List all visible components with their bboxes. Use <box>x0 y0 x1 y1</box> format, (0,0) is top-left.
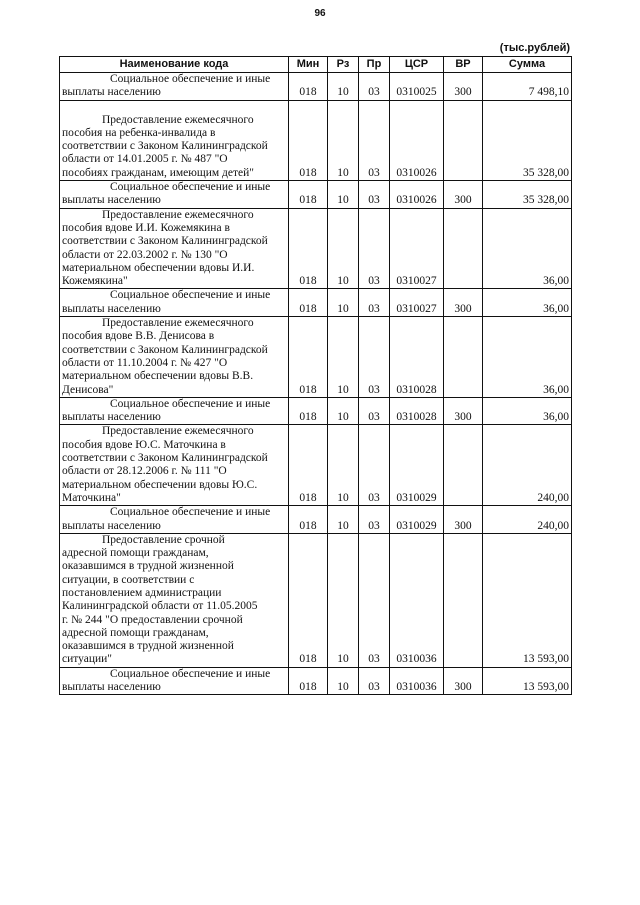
cell-sum: 36,00 <box>483 317 572 398</box>
row-name <box>60 397 289 425</box>
cell-sum: 240,00 <box>483 425 572 506</box>
cell-pr: 03 <box>359 100 390 180</box>
table-row <box>60 100 572 180</box>
row-name-line: Предоставление ежемесячного <box>102 208 254 221</box>
table-row <box>60 208 572 289</box>
header-sum: Сумма <box>483 57 572 73</box>
row-name-line: Социальное обеспечение и иные <box>110 289 271 302</box>
cell-vr: 300 <box>444 181 483 209</box>
cell-pr: 03 <box>359 181 390 209</box>
row-name <box>60 425 289 506</box>
row-name-line: пособия вдове Ю.С. Маточкина в <box>62 438 226 451</box>
cell-vr <box>444 317 483 398</box>
cell-min: 018 <box>289 181 328 209</box>
table-row <box>60 289 572 317</box>
cell-csr: 0310026 <box>390 100 444 180</box>
cell-pr: 03 <box>359 208 390 289</box>
cell-csr: 0310028 <box>390 397 444 425</box>
row-name-line <box>62 101 286 114</box>
row-name-line: соответствии с Законом Калининградской <box>62 452 268 465</box>
row-name <box>60 667 289 695</box>
cell-sum: 35 328,00 <box>483 100 572 180</box>
row-name-line: пособия на ребенка-инвалида в <box>62 126 216 139</box>
header-pr: Пр <box>359 57 390 73</box>
row-name-line: выплаты населению <box>62 86 161 99</box>
cell-sum: 35 328,00 <box>483 181 572 209</box>
cell-rz: 10 <box>328 181 359 209</box>
row-name-line: материальном обеспечении вдовы И.И. <box>62 261 255 274</box>
cell-pr: 03 <box>359 667 390 695</box>
cell-csr: 0310029 <box>390 506 444 534</box>
table-header-row <box>60 57 572 73</box>
table-body <box>60 73 572 695</box>
row-name <box>60 506 289 534</box>
cell-vr: 300 <box>444 506 483 534</box>
table-row <box>60 181 572 209</box>
row-name-line: Социальное обеспечение и иные <box>110 397 271 410</box>
row-name-line: выплаты населению <box>62 681 161 694</box>
cell-min: 018 <box>289 100 328 180</box>
cell-min: 018 <box>289 208 328 289</box>
cell-vr <box>444 100 483 180</box>
table-row <box>60 667 572 695</box>
row-name <box>60 73 289 101</box>
table-row <box>60 506 572 534</box>
cell-vr <box>444 425 483 506</box>
cell-pr: 03 <box>359 506 390 534</box>
cell-rz: 10 <box>328 289 359 317</box>
cell-vr <box>444 533 483 667</box>
cell-min: 018 <box>289 506 328 534</box>
row-name-line: материальном обеспечении вдовы В.В. <box>62 370 254 383</box>
row-name-line: Кожемякина" <box>62 275 128 288</box>
cell-sum: 13 593,00 <box>483 667 572 695</box>
header-min: Мин <box>289 57 328 73</box>
cell-sum: 240,00 <box>483 506 572 534</box>
cell-rz: 10 <box>328 425 359 506</box>
cell-pr: 03 <box>359 397 390 425</box>
row-name-line: Калининградской области от 11.05.2005 <box>62 600 258 613</box>
cell-csr: 0310027 <box>390 289 444 317</box>
row-name <box>60 289 289 317</box>
row-name-line: ситуации, в соответствии с <box>62 573 195 586</box>
cell-min: 018 <box>289 425 328 506</box>
cell-min: 018 <box>289 73 328 101</box>
row-name-line: Предоставление ежемесячного <box>102 113 254 126</box>
row-name-line: Предоставление ежемесячного <box>102 317 254 330</box>
cell-min: 018 <box>289 533 328 667</box>
row-name-line: области от 11.10.2004 г. № 427 "О <box>62 356 228 369</box>
row-name-line: выплаты населению <box>62 411 161 424</box>
header-rz: Рз <box>328 57 359 73</box>
table-row <box>60 425 572 506</box>
cell-min: 018 <box>289 289 328 317</box>
cell-sum: 13 593,00 <box>483 533 572 667</box>
header-csr: ЦСР <box>390 57 444 73</box>
cell-pr: 03 <box>359 289 390 317</box>
page-number: 96 <box>314 8 326 19</box>
row-name-line: г. № 244 "О предоставлении срочной <box>62 613 243 626</box>
header-name: Наименование кода <box>60 57 289 73</box>
cell-min: 018 <box>289 397 328 425</box>
cell-rz: 10 <box>328 208 359 289</box>
budget-table <box>59 56 572 695</box>
row-name-line: выплаты населению <box>62 302 161 315</box>
cell-csr: 0310036 <box>390 533 444 667</box>
row-name-line: Социальное обеспечение и иные <box>110 73 271 85</box>
cell-rz: 10 <box>328 533 359 667</box>
row-name <box>60 208 289 289</box>
row-name-line: области от 28.12.2006 г. № 111 "О <box>62 465 227 478</box>
row-name <box>60 317 289 398</box>
cell-sum: 36,00 <box>483 289 572 317</box>
row-name-line: соответствии с Законом Калининградской <box>62 343 268 356</box>
row-name-line: Социальное обеспечение и иные <box>110 506 271 519</box>
row-name-line: выплаты населению <box>62 519 161 532</box>
row-name-line: пособия вдове В.В. Денисова в <box>62 330 215 343</box>
cell-pr: 03 <box>359 73 390 101</box>
cell-rz: 10 <box>328 73 359 101</box>
cell-sum: 36,00 <box>483 397 572 425</box>
row-name-line: соответствии с Законом Калининградской <box>62 140 268 153</box>
row-name-line: пособиях гражданам, имеющим детей" <box>62 166 254 179</box>
cell-vr: 300 <box>444 289 483 317</box>
row-name-line: Социальное обеспечение и иные <box>110 181 271 194</box>
row-name-line: Предоставление ежемесячного <box>102 425 254 438</box>
cell-csr: 0310027 <box>390 208 444 289</box>
row-name-line: адресной помощи гражданам, <box>62 547 209 560</box>
cell-csr: 0310028 <box>390 317 444 398</box>
cell-csr: 0310029 <box>390 425 444 506</box>
row-name-line: Денисова" <box>62 383 114 396</box>
cell-pr: 03 <box>359 533 390 667</box>
table-row <box>60 73 572 101</box>
cell-vr: 300 <box>444 667 483 695</box>
cell-sum: 36,00 <box>483 208 572 289</box>
row-name-line: оказавшимся в трудной жизненной <box>62 560 234 573</box>
row-name-line: Социальное обеспечение и иные <box>110 667 271 680</box>
row-name <box>60 533 289 667</box>
row-name-line: материальном обеспечении вдовы Ю.С. <box>62 478 258 491</box>
row-name-line: выплаты населению <box>62 194 161 207</box>
row-name-line: оказавшимся в трудной жизненной <box>62 640 234 653</box>
cell-csr: 0310026 <box>390 181 444 209</box>
cell-csr: 0310025 <box>390 73 444 101</box>
cell-sum: 7 498,10 <box>483 73 572 101</box>
row-name-line: адресной помощи гражданам, <box>62 626 209 639</box>
row-name <box>60 100 289 180</box>
cell-rz: 10 <box>328 667 359 695</box>
units-label: (тыс.рублей) <box>499 42 570 54</box>
row-name-line: области от 22.03.2002 г. № 130 "О <box>62 248 228 261</box>
cell-vr <box>444 208 483 289</box>
row-name-line: соответствии с Законом Калининградской <box>62 235 268 248</box>
row-name-line: ситуации" <box>62 653 112 666</box>
cell-rz: 10 <box>328 506 359 534</box>
row-name-line: пособия вдове И.И. Кожемякина в <box>62 221 230 234</box>
cell-pr: 03 <box>359 425 390 506</box>
table-row <box>60 317 572 398</box>
row-name-line: постановлением администрации <box>62 586 222 599</box>
row-name-line: Маточкина" <box>62 491 121 504</box>
row-name-line: Предоставление срочной <box>102 533 225 546</box>
row-name <box>60 181 289 209</box>
table-row <box>60 397 572 425</box>
cell-rz: 10 <box>328 397 359 425</box>
cell-rz: 10 <box>328 100 359 180</box>
cell-csr: 0310036 <box>390 667 444 695</box>
cell-vr: 300 <box>444 73 483 101</box>
cell-rz: 10 <box>328 317 359 398</box>
cell-min: 018 <box>289 317 328 398</box>
row-name-line: области от 14.01.2005 г. № 487 "О <box>62 153 228 166</box>
cell-min: 018 <box>289 667 328 695</box>
cell-vr: 300 <box>444 397 483 425</box>
cell-pr: 03 <box>359 317 390 398</box>
header-vr: ВР <box>444 57 483 73</box>
table-row <box>60 533 572 667</box>
